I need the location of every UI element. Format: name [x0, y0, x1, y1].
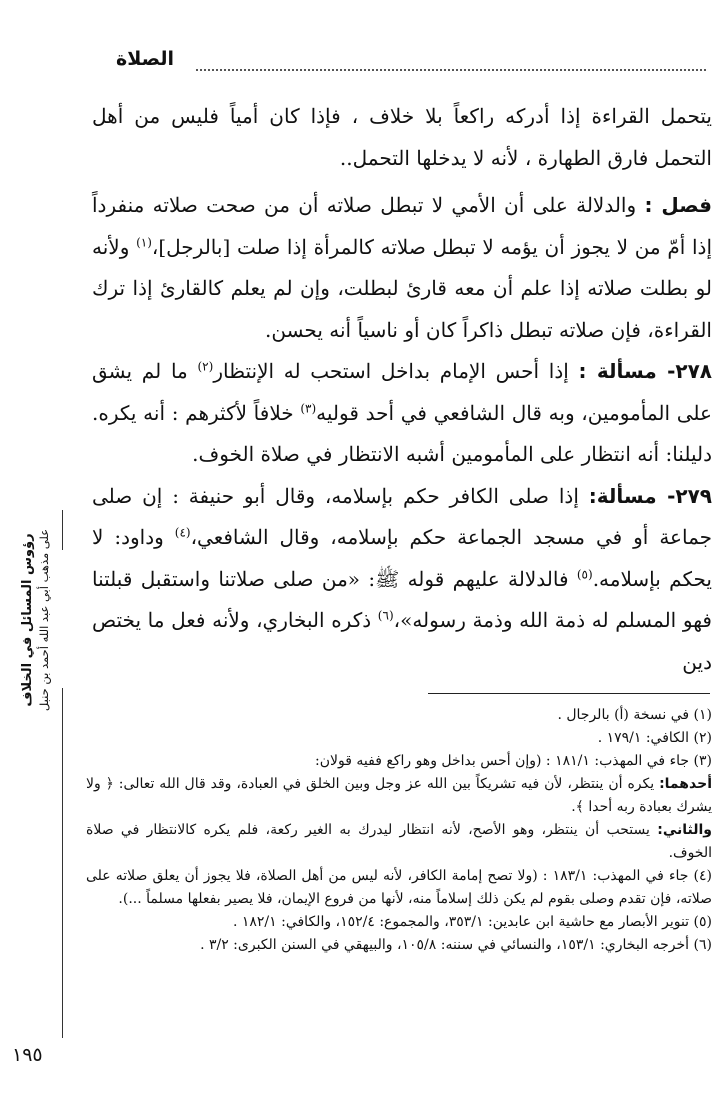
paragraph-text: يتحمل القراءة إذا أدركه راكعاً بلا خلاف ، فإذا كان أمياً فليس من أهل التحمل فارق الطهارة ، لأنه لا يدخلها التحمل.. — [92, 104, 712, 170]
paragraph-text: ما لم يشق على المأمومين، وبه قال الشافعي في أحد قوليه — [92, 359, 712, 425]
vertical-book-title — [12, 528, 60, 712]
footnote-number: (٤) — [693, 868, 712, 884]
paragraph-masala-279 — [92, 476, 712, 684]
paragraph-text: وداود: لا يحكم بإسلامه. — [92, 525, 712, 591]
footnote-number: (٦) — [693, 937, 712, 953]
book-subtitle: على مذهب أبي عبد الله أحمد بن حنبل — [37, 528, 51, 712]
footnote-keyword: والثاني: — [657, 822, 712, 838]
footnote — [86, 727, 712, 750]
footnotes — [86, 704, 712, 957]
paragraph-text: ولأنه لو بطلت صلاته إذا علم أن معه قارئ لبطلت، وإن لم يعلم كالقارئ إذا ترك القراءة، فإن صلاته تبطل ذاكراً كان أو ناسياً أنه يحسن. — [92, 234, 712, 342]
footnote-number: (٢) — [693, 730, 712, 746]
footnote-ref: (٦) — [377, 608, 394, 623]
footnote-text: أخرجه البخاري: ١٥٣/١، والنسائي في سننه: ١٠٥/٨، والبيهقي في السنن الكبرى: ٣/٢ . — [200, 937, 694, 953]
page-number: ١٩٥ — [12, 1044, 43, 1066]
margin-rule — [62, 510, 63, 550]
footnote-number: (٣) — [693, 753, 712, 769]
running-header-title: الصلاة — [115, 48, 174, 70]
footnote-text: الكافي: ١٧٩/١ . — [597, 730, 694, 746]
masala-heading: ٢٧٩- مسألة: — [588, 483, 712, 508]
main-text — [92, 96, 712, 683]
footnote-text: تنوير الأبصار مع حاشية ابن عابدين: ٣٥٣/١، والمجموع: ١٥٢/٤، والكافي: ١٨٢/١ . — [232, 914, 694, 930]
footnote-keyword: أحدهما: — [659, 776, 712, 792]
paragraph-continuation — [92, 96, 712, 179]
footnote — [86, 865, 712, 911]
footnote-text: جاء في المهذب: ١٨١/١ : (وإن أحس بداخل وهو راكع ففيه قولان: — [315, 753, 694, 769]
footnote — [86, 911, 712, 934]
masala-heading: ٢٧٨- مسألة : — [578, 359, 713, 383]
footnote-text: يكره أن ينتظر، لأن فيه تشريكاً بين الله عز وجل وبين الخلق في العبادة، وقد قال الله تعالى: ﴿ ولا يشرك بعبادة ربه أحدا ﴾. — [86, 776, 712, 815]
footnote-ref: (٥) — [576, 566, 593, 581]
paragraph-fasl — [92, 185, 712, 351]
footnote-ref: (١) — [136, 234, 152, 249]
book-title: رؤوس المسائل في الخلاف — [20, 533, 35, 707]
footnote-continuation — [86, 773, 712, 819]
margin-rule — [62, 688, 63, 1038]
footnote-ref: (٢) — [197, 359, 214, 374]
footnote-ref: (٣) — [300, 400, 317, 415]
footnote — [86, 704, 712, 727]
paragraph-masala-278 — [92, 351, 712, 476]
footnote-number: (١) — [693, 707, 712, 723]
header-rule — [196, 69, 706, 71]
footnote-separator — [428, 693, 710, 694]
paragraph-text: فالدلالة عليهم قوله ﷺ: «من صلى صلاتنا واستقبل قبلتنا فهو المسلم له ذمة الله وذمة رسوله»، — [92, 566, 712, 632]
footnote — [86, 750, 712, 773]
paragraph-text: ذكره البخاري، ولأنه فعل ما يختص دين — [92, 608, 712, 674]
paragraph-text: إذا صلى الكافر حكم بإسلامه، وقال أبو حنيفة : إن صلى جماعة أو في مسجد الجماعة حكم بإسلامه، وقال الشافعي، — [92, 483, 712, 549]
paragraph-text: إذا أحس الإمام بداخل استحب له الإنتظار — [213, 359, 579, 383]
footnote-text: في نسخة (أ) بالرجال . — [557, 707, 694, 723]
footnote-text: جاء في المهذب: ١٨٣/١ : (ولا تصح إمامة الكافر، لأنه ليس من أهل الصلاة، فلا يجوز أن يعلق صلاته على صلاته، فإن تقدم وصلى بقوم لم يكن ذلك إسلاماً منه، لأنها من فروع الإيمان، فلا يصير بفعلها مسلماً ...). — [86, 868, 712, 907]
footnote-number: (٥) — [693, 914, 712, 930]
footnote-continuation — [86, 819, 712, 865]
footnote — [86, 934, 712, 957]
footnote-text: يستحب أن ينتظر، وهو الأصح، لأنه انتظار ليدرك به الغير ركعة، فلم يكره كالانتظار في صلاة الخوف. — [86, 822, 712, 861]
paragraph-text: خلافاً لأكثرهم : أنه يكره. دليلنا: أنه انتظار على المأمومين أشبه الانتظار في صلاة الخوف. — [92, 400, 712, 466]
paragraph-text: والدلالة على أن الأمي لا تبطل صلاته أن من صحت صلاته منفرداً إذا أمّ من لا يجوز أن يؤمه لا تبطل صلاته كالمرأة إذا صلت [بالرجل]، — [92, 193, 712, 259]
section-keyword: فصل : — [644, 193, 712, 217]
footnote-ref: (٤) — [174, 525, 191, 540]
